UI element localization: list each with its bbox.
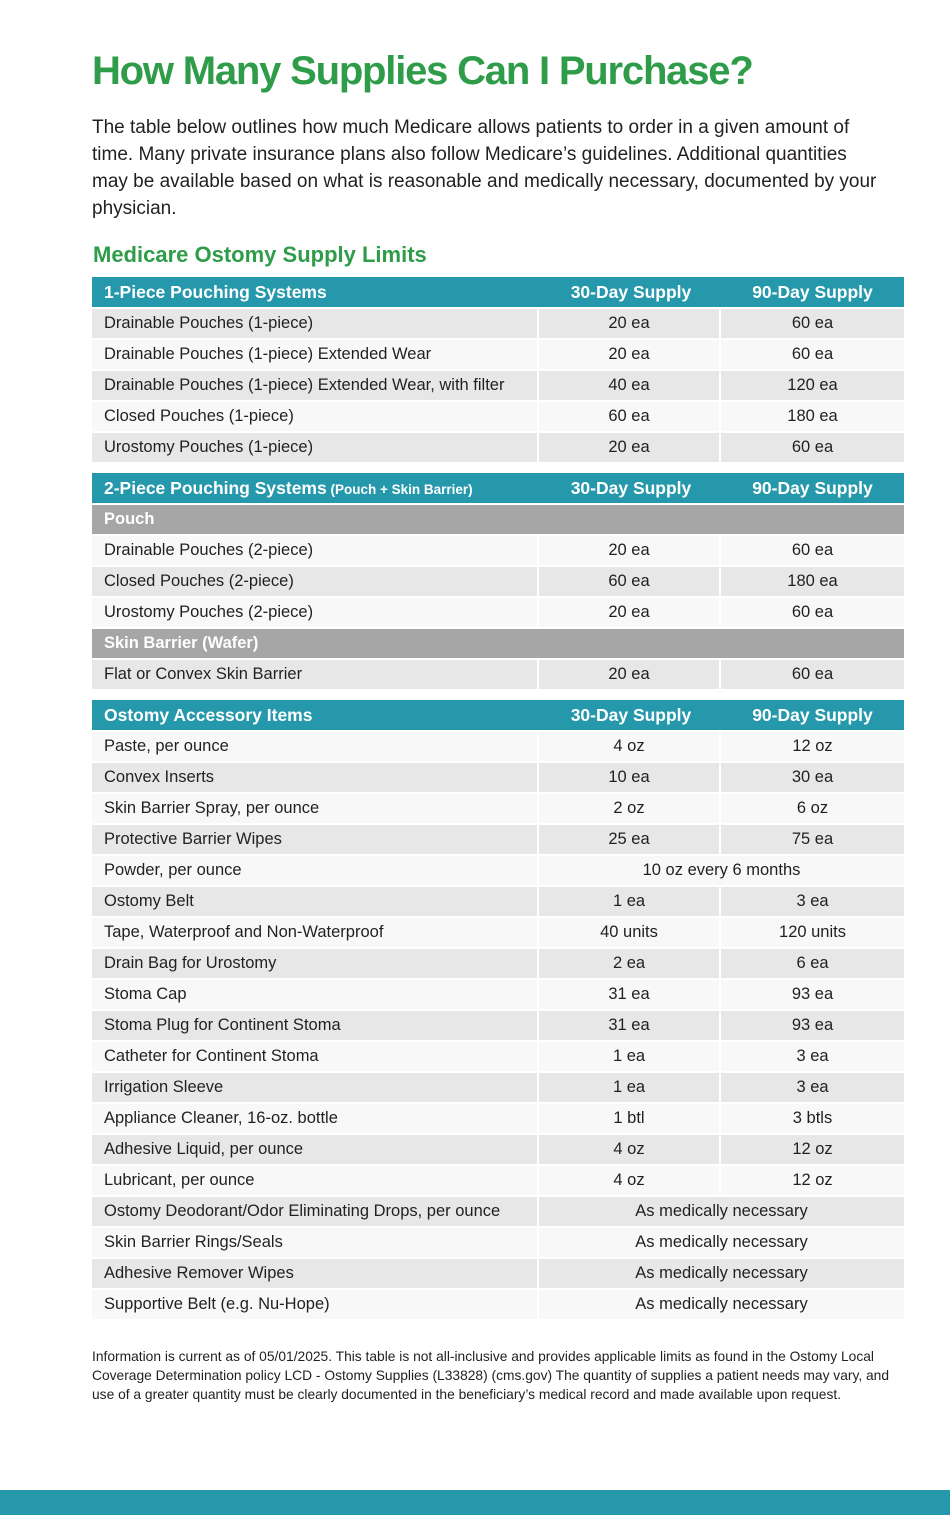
row-value-30-day: 1 ea [539,1073,719,1102]
row-label: Drainable Pouches (1-piece) [92,309,537,338]
row-label: Powder, per ounce [92,856,537,885]
row-value-combined: As medically necessary [539,1290,904,1319]
row-label: Urostomy Pouches (1-piece) [92,433,537,462]
table-row [92,567,904,596]
row-value-90-day: 6 ea [721,949,904,978]
column-header-30-day: 30-Day Supply [570,477,692,498]
row-value-30-day: 1 btl [539,1104,719,1133]
row-label: Catheter for Continent Stoma [92,1042,537,1071]
table-row [92,763,904,792]
row-label: Adhesive Remover Wipes [92,1259,537,1288]
intro-paragraph: The table below outlines how much Medicare allows patients to order in a given amount of time. Many private insurance plans also follow Medicare’s guidelines. Additional quantities may be available based on what is reasonable and medically necessary, documented by your physician. [92,117,877,219]
row-label: Drain Bag for Urostomy [92,949,537,978]
row-value-30-day: 20 ea [539,598,719,627]
row-value-30-day: 31 ea [539,980,719,1009]
row-value-combined: As medically necessary [539,1228,904,1257]
table-header-row [92,277,904,307]
row-value-90-day: 3 ea [721,1073,904,1102]
row-value-combined: 10 oz every 6 months [539,856,904,885]
section-heading: Medicare Ostomy Supply Limits [93,242,427,267]
row-label: Protective Barrier Wipes [92,825,537,854]
table-row [92,1259,904,1288]
row-value-90-day: 60 ea [721,433,904,462]
row-value-90-day: 120 ea [721,371,904,400]
table-row [92,918,904,947]
table-1-piece-pouching-systems [92,277,904,462]
column-header-90-day: 90-Day Supply [752,704,873,725]
row-value-90-day: 3 ea [721,1042,904,1071]
row-label: Closed Pouches (1-piece) [92,402,537,431]
row-value-90-day: 60 ea [721,598,904,627]
table-header-row [92,473,904,503]
table-title: Ostomy Accessory Items [104,704,313,725]
table-row [92,887,904,916]
row-value-90-day: 3 ea [721,887,904,916]
row-label: Tape, Waterproof and Non-Waterproof [92,918,537,947]
table-subheader: Pouch [92,505,904,534]
page-title: How Many Supplies Can I Purchase? [92,49,753,93]
row-label: Urostomy Pouches (2-piece) [92,598,537,627]
row-value-90-day: 60 ea [721,660,904,689]
row-label: Lubricant, per ounce [92,1166,537,1195]
table-row [92,1104,904,1133]
row-label: Supportive Belt (e.g. Nu-Hope) [92,1290,537,1319]
row-value-90-day: 12 oz [721,732,904,761]
table-row [92,1197,904,1226]
row-label: Convex Inserts [92,763,537,792]
row-label: Stoma Plug for Continent Stoma [92,1011,537,1040]
row-value-30-day: 20 ea [539,660,719,689]
table-ostomy-accessory-items [92,700,904,1319]
table-title: 1-Piece Pouching Systems [104,281,327,302]
table-title-suffix: (Pouch + Skin Barrier) [326,481,473,497]
row-label: Stoma Cap [92,980,537,1009]
table-row [92,825,904,854]
table-row [92,433,904,462]
row-value-90-day: 60 ea [721,340,904,369]
row-value-90-day: 6 oz [721,794,904,823]
row-label: Drainable Pouches (2-piece) [92,536,537,565]
row-value-90-day: 12 oz [721,1166,904,1195]
table-row [92,1166,904,1195]
row-value-30-day: 20 ea [539,536,719,565]
row-label: Drainable Pouches (1-piece) Extended Wear, with filter [92,371,537,400]
table-row [92,1011,904,1040]
row-value-30-day: 2 ea [539,949,719,978]
row-value-90-day: 75 ea [721,825,904,854]
row-value-90-day: 30 ea [721,763,904,792]
row-value-30-day: 1 ea [539,887,719,916]
table-row [92,1290,904,1319]
row-label: Appliance Cleaner, 16-oz. bottle [92,1104,537,1133]
row-value-30-day: 40 units [539,918,719,947]
row-value-30-day: 31 ea [539,1011,719,1040]
row-label: Closed Pouches (2-piece) [92,567,537,596]
table-row [92,536,904,565]
row-label: Flat or Convex Skin Barrier [92,660,537,689]
table-row [92,980,904,1009]
table-subheader: Skin Barrier (Wafer) [92,629,904,658]
row-label: Irrigation Sleeve [92,1073,537,1102]
row-value-90-day: 93 ea [721,980,904,1009]
table-row [92,371,904,400]
row-value-combined: As medically necessary [539,1197,904,1226]
column-header-30-day: 30-Day Supply [570,704,692,725]
row-label: Ostomy Deodorant/Odor Eliminating Drops, per ounce [92,1197,537,1226]
table-row [92,598,904,627]
row-value-90-day: 93 ea [721,1011,904,1040]
row-value-90-day: 120 units [721,918,904,947]
row-value-30-day: 60 ea [539,402,719,431]
footnote: Information is current as of 05/01/2025. This table is not all-inclusive and provides applicable limits as found in the Ostomy Local Coverage Determination policy LCD - Ostomy Supplies (L33828) (cms.gov) The quantity of supplies a patient needs may vary, and use of a greater quantity must be clearly documented in the beneficiary’s medical record and made available upon request. [92,1349,890,1403]
row-value-combined: As medically necessary [539,1259,904,1288]
table-row [92,1042,904,1071]
row-value-30-day: 4 oz [539,1166,719,1195]
table-row [92,949,904,978]
column-header-90-day: 90-Day Supply [752,281,873,302]
row-value-90-day: 60 ea [721,309,904,338]
table-row [92,402,904,431]
row-label: Drainable Pouches (1-piece) Extended Wear [92,340,537,369]
column-header-30-day: 30-Day Supply [570,281,692,302]
table-title: 2-Piece Pouching Systems (Pouch + Skin Barrier) [104,477,473,498]
row-value-30-day: 4 oz [539,732,719,761]
table-row [92,1228,904,1257]
row-value-30-day: 10 ea [539,763,719,792]
row-value-30-day: 20 ea [539,433,719,462]
table-row [92,340,904,369]
row-value-30-day: 20 ea [539,309,719,338]
row-value-90-day: 60 ea [721,536,904,565]
row-value-90-day: 180 ea [721,402,904,431]
row-value-30-day: 1 ea [539,1042,719,1071]
row-label: Skin Barrier Spray, per ounce [92,794,537,823]
column-header-90-day: 90-Day Supply [752,477,873,498]
row-value-30-day: 60 ea [539,567,719,596]
row-value-30-day: 4 oz [539,1135,719,1164]
table-row [92,732,904,761]
table-2-piece-pouching-systems [92,473,904,689]
row-value-30-day: 20 ea [539,340,719,369]
row-label: Adhesive Liquid, per ounce [92,1135,537,1164]
row-value-90-day: 3 btls [721,1104,904,1133]
row-value-30-day: 25 ea [539,825,719,854]
row-value-90-day: 12 oz [721,1135,904,1164]
table-row [92,1135,904,1164]
table-row [92,856,904,885]
row-label: Paste, per ounce [92,732,537,761]
table-row [92,309,904,338]
table-header-row [92,700,904,730]
row-value-30-day: 2 oz [539,794,719,823]
row-label: Ostomy Belt [92,887,537,916]
footer-bar [0,1490,950,1515]
table-row [92,794,904,823]
row-value-30-day: 40 ea [539,371,719,400]
row-value-90-day: 180 ea [721,567,904,596]
row-label: Skin Barrier Rings/Seals [92,1228,537,1257]
table-row [92,1073,904,1102]
table-row [92,660,904,689]
